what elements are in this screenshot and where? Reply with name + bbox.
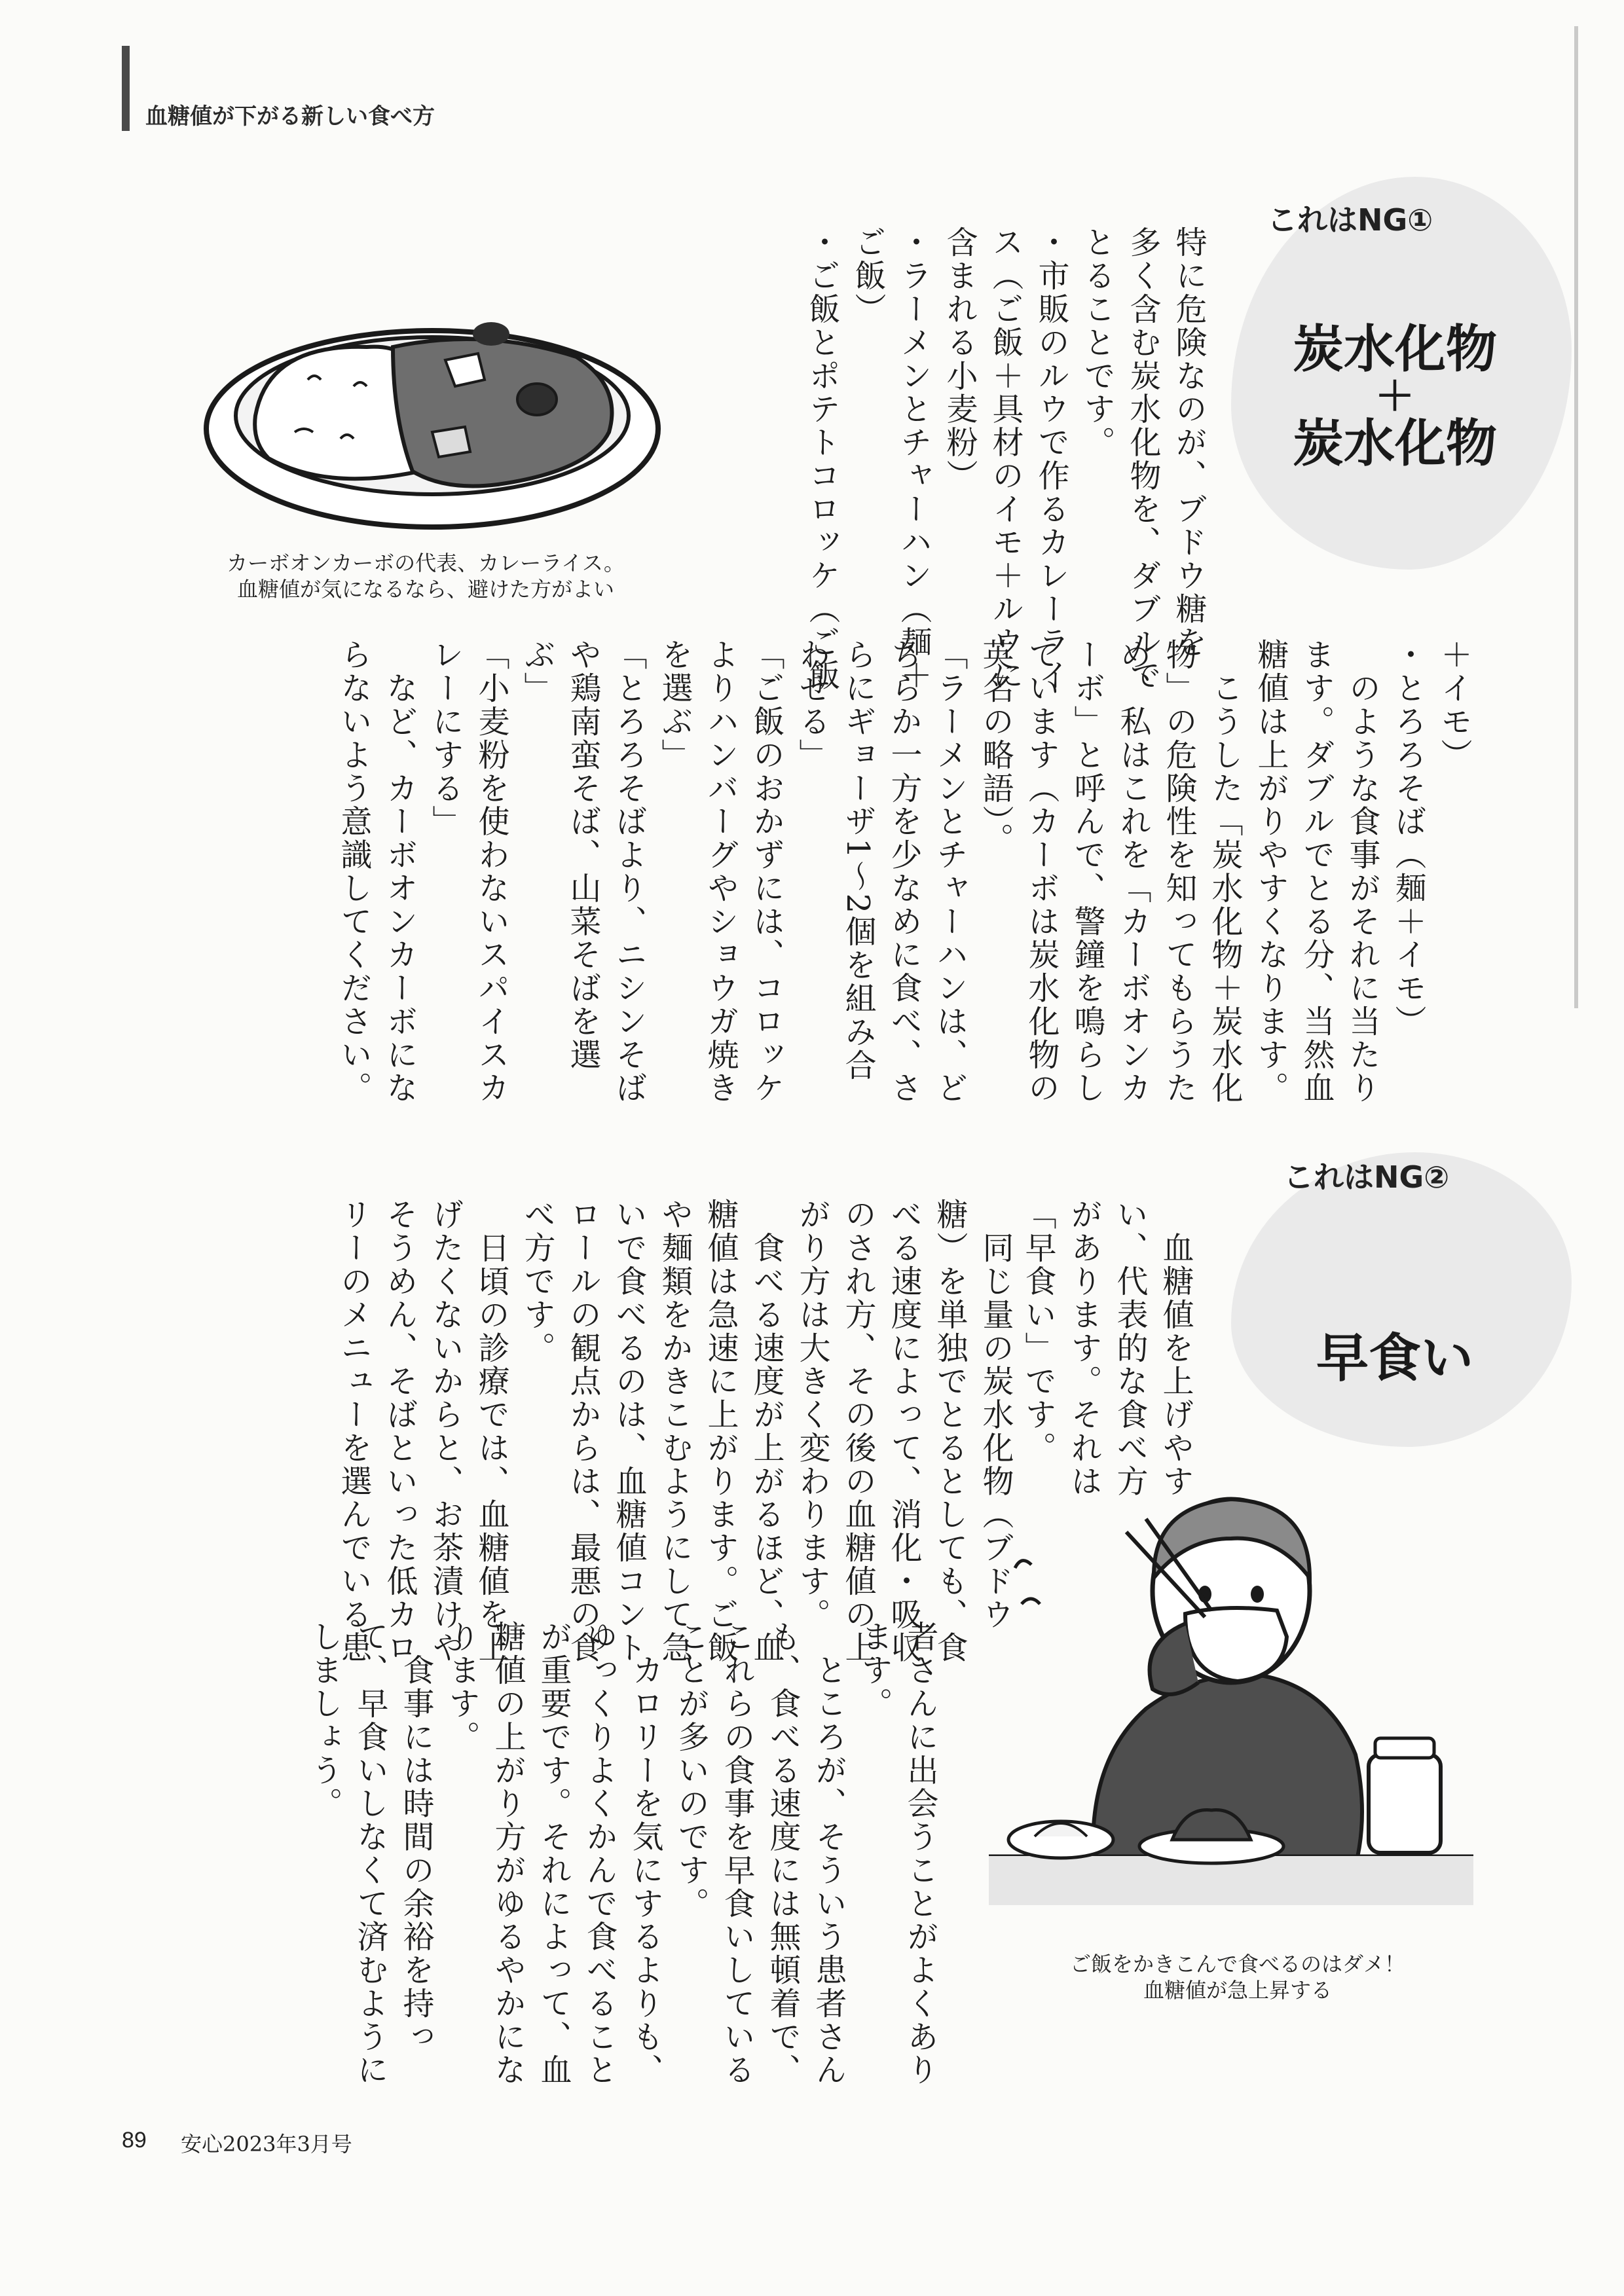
fast-eating-illustration — [989, 1473, 1473, 1905]
ng2-caption — [1008, 1951, 1467, 2003]
ng1-heading-plus: ＋ — [1375, 374, 1414, 420]
ng1-caption-line1: カーボオンカーボの代表、カレーライス。 — [227, 551, 625, 575]
ng1-heading — [1238, 321, 1552, 473]
ng1-caption — [177, 550, 674, 602]
ng1-upper-text: 特に危険なのが、ブドウ糖を 多く含む炭水化物を、ダブルで とることです。 ・市販のルウで作るカレーライ ス（ご飯＋具材のイモ＋ルウに 含まれる小麦粉） ・ラーメンとチャーハン（麺＋ ご飯） ・ご飯とポテトコロッケ（ご飯 — [803, 226, 1207, 693]
ng2-heading: 早食い — [1316, 1328, 1473, 1389]
running-head-bar — [122, 46, 130, 131]
ng1-lower-text: ＋イモ） ・とろろそば（麺＋イモ） のような食事がそれに当たり ます。ダブルでとる分、当然血 糖値は上がりやすくなります。 こうした「炭水化物＋炭水化 物」の危険性を知ってもらうた め、私はこれを「カーボオンカ ーボ」と呼んで、警鐘を鳴らし ています（カーボは炭水化物の 英名の略語）。 「ラーメンとチャーハンは、ど ちらか一方を少なめに食べ、さ らにギョーザ1～2個を組み合 わせる」 「ご飯のおかずには、コロッケ よりハンバーグやショウガ焼き を選ぶ」 「とろろそばより、ニシンそば や鶏南蛮そば、山菜そばを選 ぶ」 「小麦粉を使わないスパイスカ レーにする」 など、カーボオンカーボにな らないよう意識してください。 — [335, 638, 1472, 1105]
ng1-heading-bottom: 炭水化物 — [1292, 414, 1497, 473]
ng1-tag: これはNG① — [1267, 202, 1433, 238]
page-number: 89 — [122, 2128, 147, 2153]
magazine-issue: 安心2023年3月号 — [181, 2132, 352, 2157]
running-title: 血糖値が下がる新しい食べ方 — [145, 103, 435, 130]
ng1-caption-line2: 血糖値が気になるなら、避けた方がよい — [236, 577, 614, 602]
ng2-main-text: 同じ量の炭水化物（ブドウ 糖）を単独でとるとしても、食 べる速度によって、消化・吸収 のされ方、その後の血糖値の上 がり方は大きく変わります。 食べる速度が上がるほど、血 糖値は急速に上がります。ご飯 や麺類をかきこむようにして急 いで食べるのは、血糖値コント ロールの観点からは、最悪の食 べ方です。 日頃の診療では、血糖値を上 げたくないからと、お茶漬けや そうめん、そばといった低カロ リーのメニューを選んでいる患 — [335, 1198, 1014, 1665]
ng2-caption-line1: ご飯をかきこんで食べるのはダメ！ — [1069, 1952, 1405, 1977]
ng2-caption-line2: 血糖値が急上昇する — [1143, 1978, 1332, 2003]
page-edge-line — [1574, 26, 1578, 1008]
ng1-heading-top: 炭水化物 — [1292, 320, 1497, 379]
curry-rice-illustration — [196, 275, 668, 537]
ng2-lower-text: 者さんに出会うことがよくあり ます。 ところが、そういう患者さん も、食べる速度には無頓着で、 これらの食事を早食いしている ことが多いのです。 カロリーを気にするよりも、 ゆっくりよくかんで食べること が重要です。それによって、血 糖値の上がり方がゆるやかにな ります。 食事には時間の余裕を持っ て、早食いしなくて済むように しましょう。 — [306, 1620, 938, 2087]
ng2-tag: これはNG② — [1283, 1159, 1450, 1195]
ng2-upper-text: 血糖値を上げやす い、代表的な食べ方 があります。それは 「早食い」です。 — [1020, 1198, 1194, 1498]
